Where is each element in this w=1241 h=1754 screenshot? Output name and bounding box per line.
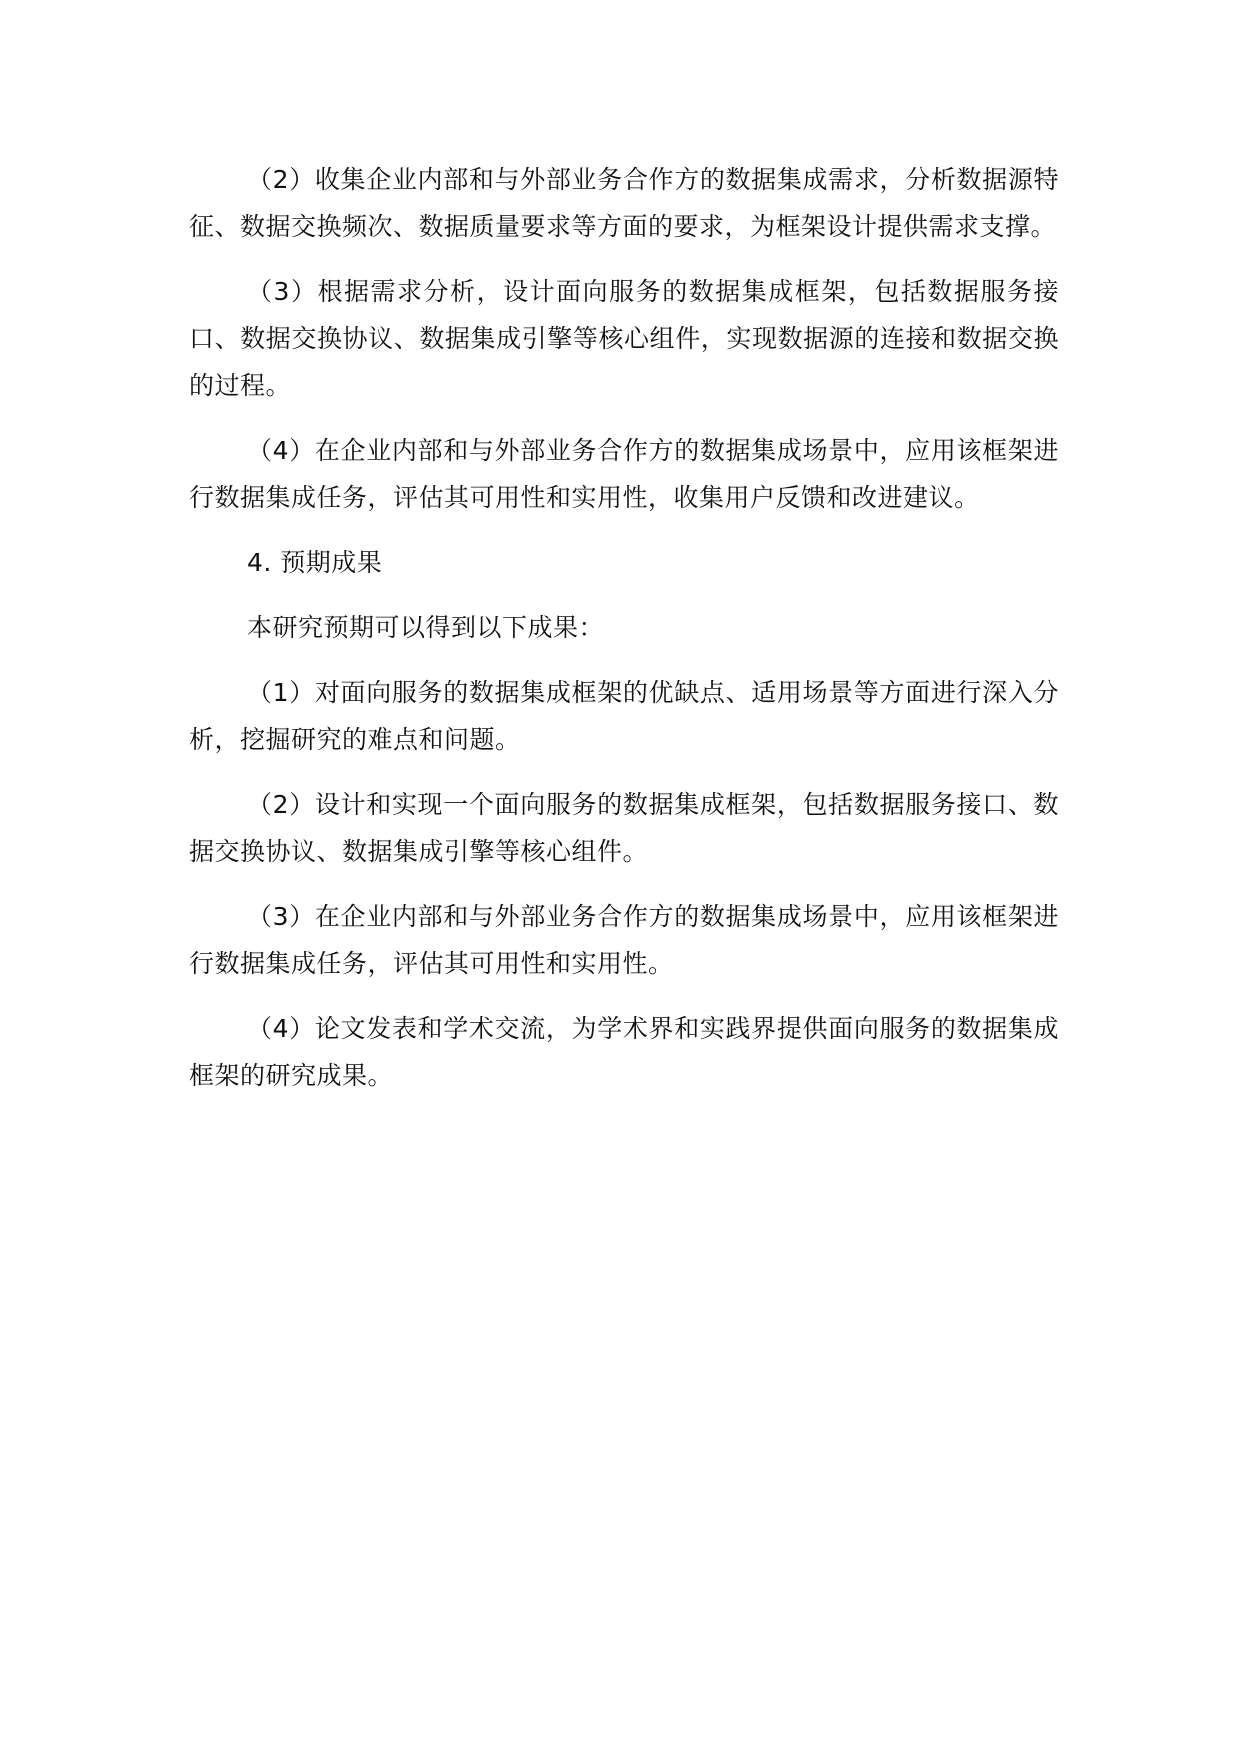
paragraph-step-3: （3）根据需求分析，设计面向服务的数据集成框架，包括数据服务接口、数据交换协议、数据集成引擎等核心组件，实现数据源的连接和数据交换的过程。 [189,277,1059,400]
section-heading-expected-results: 4. 预期成果 [247,548,383,577]
outcome-item-4: （4）论文发表和学术交流，为学术界和实践界提供面向服务的数据集成框架的研究成果。 [189,1014,1059,1090]
outcome-item-3: （3）在企业内部和与外部业务合作方的数据集成场景中，应用该框架进行数据集成任务，评估其可用性和实用性。 [189,902,1059,978]
paragraph-step-4: （4）在企业内部和与外部业务合作方的数据集成场景中，应用该框架进行数据集成任务，评估其可用性和实用性，收集用户反馈和改进建议。 [189,436,1059,512]
results-intro: 本研究预期可以得到以下成果： [247,613,605,642]
document-body [189,156,1059,1117]
outcome-item-2: （2）设计和实现一个面向服务的数据集成框架，包括数据服务接口、数据交换协议、数据集成引擎等核心组件。 [189,790,1059,866]
paragraph-step-2: （2）收集企业内部和与外部业务合作方的数据集成需求，分析数据源特征、数据交换频次、数据质量要求等方面的要求，为框架设计提供需求支撑。 [189,165,1059,241]
outcome-item-1: （1）对面向服务的数据集成框架的优缺点、适用场景等方面进行深入分析，挖掘研究的难点和问题。 [189,678,1059,754]
